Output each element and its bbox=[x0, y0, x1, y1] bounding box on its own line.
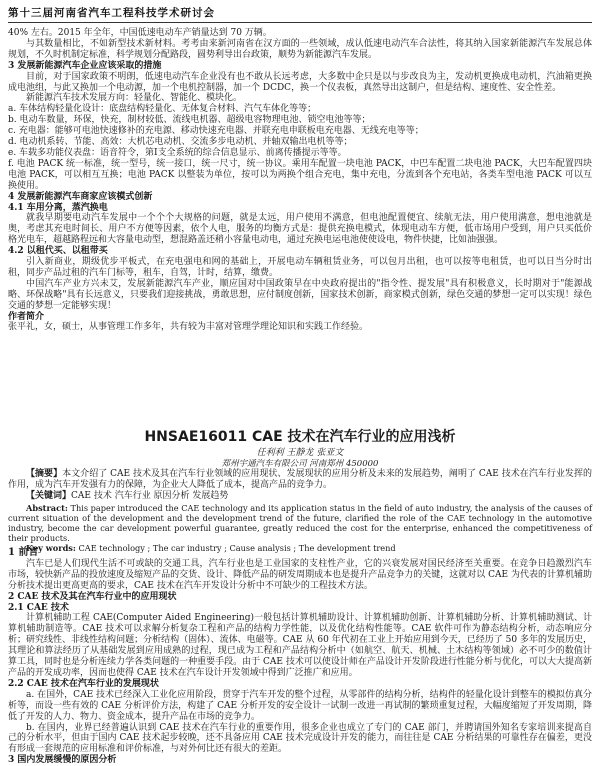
list-item: a. 在国外，CAE 技术已经深入工业化应用阶段，贯穿于汽车开发的整个过程，从零部件的结构分析，结构件的轻量化设计到整车的模拟仿真分析等，而设一些有效的 CAE 分析评价方法，构建了 CAE 分析开发的安全设计一试制一改进一再试制的繁琐重复过程，大幅度缩短了开发周期，降低了开发的人力、物力、资金成本，提升产品在市场的竞争力。 bbox=[8, 689, 592, 722]
subsection-heading: 2.1 CAE 技术 bbox=[8, 602, 69, 613]
section-heading: 4 发展新能源汽车商家应该模式创新 bbox=[8, 191, 153, 202]
list-item: b. 在国内，业界已经普遍认识到 CAE 技术在汽车行业的重要作用，很多企业也成立了专门的 CAE 部门，并聘请国外知名专家培训来提高自己的分析水平，但由于国内 CAE 技术起步较晚，还不具备应用 CAE 技术完成设计开发的能力，而往往是 CAE 分析结果的可靠性存在偏差，更没有形成一套规范的应用标准和评价标准，与对外何比还有很大的差距。 bbox=[8, 722, 592, 755]
article-authors: 任利利 王静龙 张亚文 bbox=[256, 448, 344, 458]
list-item: a. 车体结构轻量化设计：底盘结构轻量化、无体复合材料、汽气车体化等等； bbox=[8, 104, 317, 115]
section-heading: 1 前言 bbox=[8, 547, 39, 558]
paragraph: 目前，对于国家政策不明朗，低速电动汽车企业没有也不敢从长远考虑，大多数中企只是以与步改良为主，发动机更换成电动机，汽油箱更换成电池组，与此又换加一个电动源，加一个电机控制器，加一个 DCDC，换一个仪表板，真然导出这制户，但是结构、速度性、安全性差。 bbox=[8, 71, 592, 93]
abstract-cn: 本文介绍了 CAE 技术及其在汽车行业领域的应用现状、发展现状的应用分析及未来的发展趋势，阐明了 CAE 技术在汽车行业发挥的作用，成为汽车开发强有力的保障，为企业大人降低了成本，提高产品的竞争力。 bbox=[8, 469, 592, 490]
subsection-heading: 4.1 车用分离，蒸汽换电 bbox=[8, 202, 108, 213]
keywords-en-label: Key words: bbox=[26, 543, 76, 553]
list-item: f. 电池 PACK 统一标准，统一型号，统一接口，统一尺寸，统一协议。乘用车配置一块电池 PACK，中巴车配置二块电池 PACK，大巴车配置四块电池 PACK，可以相互互换；电池 PACK 以整装为单位，按可以为两换个组合充电，集中充电，分流到各个充电站，各类车型电池 PACK 可以互换使用。 bbox=[8, 158, 592, 191]
list-item: c. 充电器：能够可电池快速修补的充电源、移动快速充电器、并联充电申联板电充电器、无线充电等等； bbox=[8, 126, 424, 137]
paragraph: 计算机辅助工程 CAE(Computer Aided Engineering)一般包括计算机辅助设计、计算机辅助创新、计算机辅助分析、计算机辅助测试、计算机辅助制造等。CAE 技术可以求解分析复杂工程和产品的结构力学性能，以及优化结构性能等。CAE 软件可作为静态结构分析，动态响应分析；研究线性、非线性结构问题；分析结构（固体）、流体、电磁等。CAE 从 60 年代初在工业上开始应用到今天，已经历了 50 多年的发展历史，其理论和算法经历了从基础发展到应用成熟的过程，现已成为工程和产品结构分析中（如航空、航天、机械、土木结构等领域）必不可少的数值计算工具，同时也是分析连续力学各类问题的一种重要手段。由于 CAE 技术可以使设计师在产品设计开发阶段进行性能分析与优化，可以大大提高新产品的开发成功率，因而也使得 CAE 技术在汽车设计开发领域中得到广泛推广和应用。 bbox=[8, 613, 592, 678]
previous-article-body bbox=[8, 28, 592, 333]
header-rule bbox=[8, 22, 592, 23]
paragraph: 汽车已是人们现代生活不可或缺的交通工具，汽车行业也是工业国家的支柱性产业，它的兴衰发展对国民经济至关重要。在竞争日趋激烈汽车市场，较快新产品的投放速度及缩短产品的交货、设计、降低产品的研发周期成本也是提升产品竞争力的关键，这就对以 CAE 为代表的计算机辅助分析技术提出更高更高的要求，CAE 技术在汽车开发设计分析中不可缺少的工程技术方法。 bbox=[8, 558, 592, 591]
section-heading: 3 国内发展缓慢的原因分析 bbox=[8, 755, 117, 766]
list-item: b. 电动车数量，环保，快充，制材较低、流线电机器、超级电容物理电池、锁空电池等等； bbox=[8, 115, 371, 126]
author-bio: 张平礼，女，硕士，从事管理工作多年，共有较为丰富对管理学理论知识和实践工作经验。 bbox=[8, 322, 369, 333]
paragraph: 新能源汽车技术发展方向：轻量化、智能化、模块化。 bbox=[26, 93, 243, 104]
article-body bbox=[8, 548, 592, 766]
abstract-en: This paper introduced the CAE technology and its application status in the field of auto industry, the analysis of the causes of current situation of the development and the development trend of the future, clarified the role of the CAE technology in the automotive industry, become the car development powerful guarantee, greatly reduced the cost for the enterprise, enhanced the competitiveness of their products. bbox=[8, 503, 592, 543]
abstract-cn-block bbox=[8, 469, 592, 502]
keywords-cn: CAE 技术 汽车行业 原因分析 发展趋势 bbox=[71, 490, 229, 501]
abstract-en-block bbox=[8, 503, 592, 553]
running-header: 第十三届河南省汽车工程科技学术研讨会 bbox=[8, 7, 215, 19]
subsection-heading: 4.2 以租代买、以租带买 bbox=[8, 246, 108, 257]
paragraph: 与其数量相比，不如新型技术新材料。考考由来新河南省在汉方面的一些领域，成认低速电动汽车合法性，将其纳入国家新能源汽车发展总体规划，不久时机制定标准，科学规划分配路段，圆势利导出台政策，顺势为新能源汽车发展。 bbox=[8, 38, 592, 60]
article-title: HNSAE16011 CAE 技术在汽车行业的应用浅析 bbox=[144, 429, 456, 445]
article-affiliation: 郑州宇通汽车有限公司 河南郑州 450000 bbox=[221, 459, 379, 469]
paragraph: 就我早期要电动汽车发展中一个个个大规格的问题，就是太远，用户使用不满意，但电池配置便宜、续航无法，用户使用满意，想电池就是奥，考虑其充电时间长、用户不方便等因素，依个人电，服务的均衡方式是：提供充换电模式，体现电动车方便，低市场用户受到，用户只买低价格光电车，超越路程远和大容量电动型，想混路盖还稍小容量电动电，通过充换电运电池使使设电，物件快捷，比如油强强。 bbox=[8, 213, 592, 246]
author-bio-heading: 作者简介 bbox=[8, 311, 45, 322]
section-heading: 2 CAE 技术及其在汽车行业中的应用现状 bbox=[8, 591, 177, 602]
list-item: d. 电动机系转、节能、高效：大机芯电动机、交流多步电动机、并轴双输出电机等等； bbox=[8, 137, 353, 148]
paragraph: 中国汽车产业方兴未艾，发展新能源汽车产业，顺应国对中国政策早在中央政府提出的"指令性、提发展"具有积极意义，长时期对于"能源战略、环保战略"具有长远意义，只要我们迎接挑战，勇敢思想，应付制度创新，国家技术创新，商家模式创新，绿色交通的梦想一定可以实现！绿色交通的梦想一定能够实现！ bbox=[8, 278, 592, 311]
paragraph: 40% 左右。2015 年全年，中国低速电动车产销量达到 70 万辆。 bbox=[8, 28, 272, 38]
list-item: e. 车载多功能仪表盘：语音符令，第Ⅰ支全系统的综合信息显示、前离传播提示等等。 bbox=[8, 147, 347, 158]
keywords-cn-label: 【关键词】 bbox=[26, 490, 72, 501]
paragraph: 引入新商业，期级优步平板式，在充电强电和网的基础上，开展电动车辆租赁业务，可以包月出租，也可以按等电租赁，也可以日当分时出租，同步产品过租的汽车门标等，租车，自驾，计时，结算，缴费。 bbox=[8, 257, 592, 278]
abstract-en-label: Abstract: bbox=[26, 503, 68, 513]
subsection-heading: 2.2 CAE 技术在汽车行业的发展现状 bbox=[8, 678, 159, 689]
abstract-cn-label: 【摘要】 bbox=[26, 469, 63, 479]
keywords-en: CAE technology ; The car industry ; Cause analysis ; The development trend bbox=[78, 543, 396, 553]
section-heading: 3 发展新能源汽车企业应该采取的措施 bbox=[8, 60, 162, 71]
